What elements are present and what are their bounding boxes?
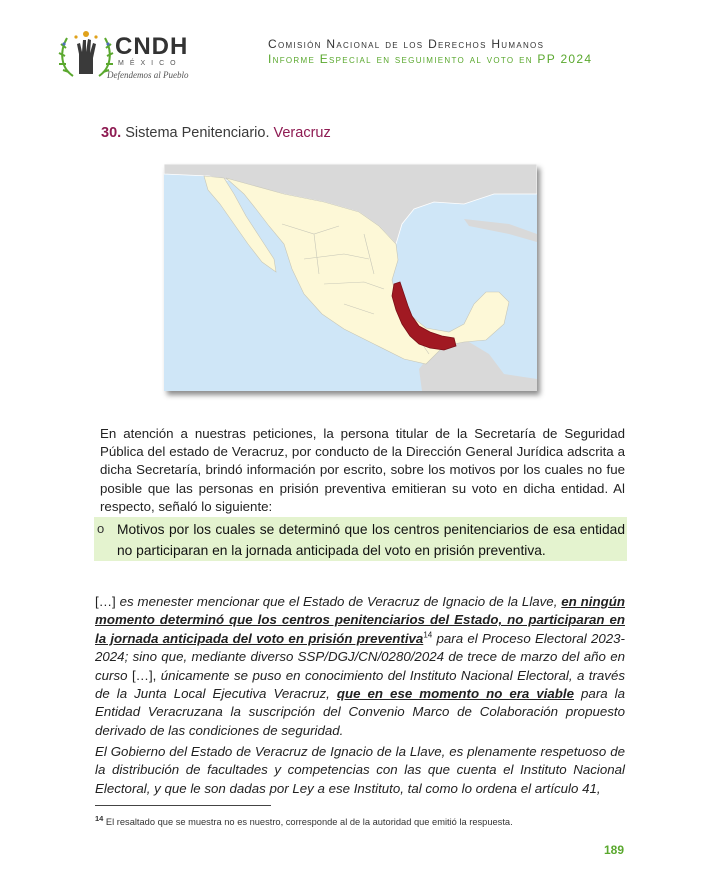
quote-ellipsis: […], [131,667,161,683]
bullet-marker: o [97,521,105,536]
footnote-text: El resaltado que se muestra no es nuestro, corresponde al de la autoridad que emitió la respuesta. [103,817,513,827]
footnote [95,813,513,827]
quote-text: únicamente se puso en conocimiento del Instituto Nacional Electoral, a través de la Junta Local Ejecutiva Veracruz, [95,667,625,702]
section-state: Veracruz [273,125,331,141]
section-name: Sistema Penitenciario. [125,125,270,141]
quote-paragraph-2 [95,743,625,798]
header-report-title: Informe Especial en seguimiento al voto en PP 2024 [268,52,593,66]
logo-country: MÉXICO [118,60,182,67]
quote-text: es menester mencionar que el Estado de Veracruz de Ignacio de la Llave, [119,594,562,609]
quote-emphasis: que en ese momento no era viable [336,686,575,702]
logo-tagline: Defendemos al Pueblo [107,70,189,80]
page-number: 189 [604,843,625,857]
section-number: 30. [101,125,122,141]
intro-paragraph: En atención a nuestras peticiones, la persona titular de la Secretaría de Seguridad Pública del estado de Veracruz, por conducto de la Dirección General Jurídica adscrita a dicha Secretaría, brindó información por escrito, sobre los motivos por los cuales no fue posible que las personas en prisión preventiva emitieran su voto en dicha entidad. Al respecto, señaló lo siguiente: [100,426,625,514]
quote-ellipsis: […] [95,594,120,609]
quote-text: para la Entidad Veracruzana la suscripción del Convenio Marco de Colaboración propuesto derivado de las condiciones de seguridad. [95,686,625,738]
footnote-number: 14 [95,813,104,823]
quote-text: para el Proceso Electoral 2023-2024; sino que, mediante diverso SSP/DGJ/CN/0280/2024 de trece de marzo del año en curso [95,630,625,683]
mexico-map [164,164,537,391]
highlight-text: Motivos por los cuales se determinó que los centros penitenciarios de esa entidad no participaran en la jornada anticipada del voto en prisión preventiva. [117,522,625,558]
quote-paragraph-1 [95,593,625,740]
section-title [101,125,331,141]
footnote-divider [95,805,271,806]
quote-emphasis: en ningún momento determinó que los centros penitenciarios del Estado, no participaran en la jornada anticipada del voto en prisión preventiva [95,594,625,646]
logo-wordmark: CNDH [115,33,189,60]
quote-text: El Gobierno del Estado de Veracruz de Ignacio de la Llave, es plenamente respetuoso de la distribución de facultades y competencias con las que cuenta el Instituto Nacional Electoral, y que le son dadas por Ley a ese Instituto, tal como lo ordena el artículo 41, [95,744,625,796]
header-institution: Comisión Nacional de los Derechos Humanos [268,37,545,51]
footnote-ref: 14 [423,630,433,640]
